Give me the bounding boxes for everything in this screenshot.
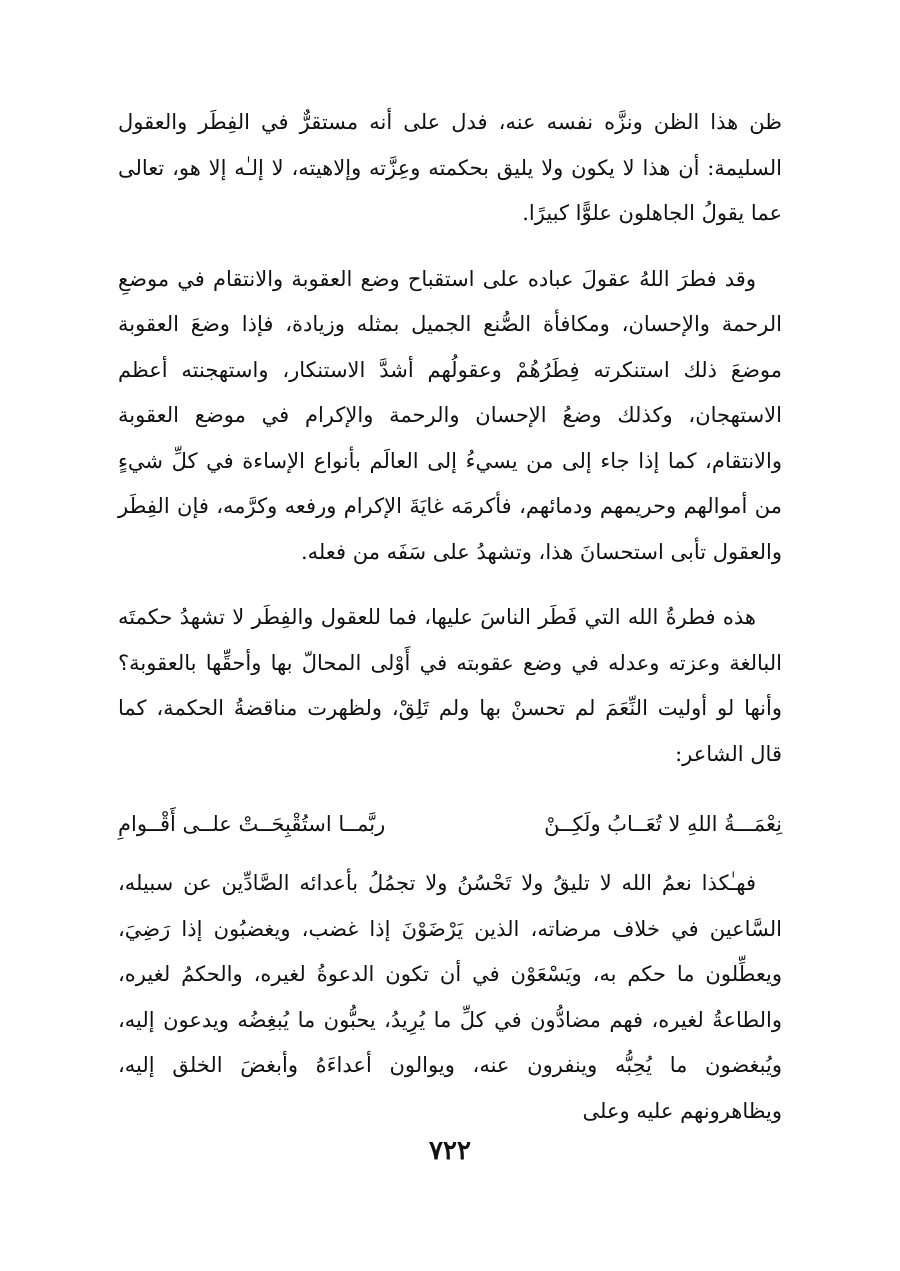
paragraph-4: فهـٰكذا نعمُ الله لا تليقُ ولا تَحْسُنُ ولا تجمُلُ بأعدائه الصَّادِّين عن سبيله، السَّاعين في خلاف مرضاته، الذين يَرْضَوْنَ إذا غضب، ويغضبُون إذا رَضِيَ، ويعطِّلون ما حكم به، ويَسْعَوْن في أن تكون الدعوةُ لغيره، والحكمُ لغيره، والطاعةُ لغيره، فهم مضادُّون في كلِّ ما يُرِيدُ، يحبُّون ما يُبغِضُه ويدعون إليه، ويُبغضون ما يُحِبُّه وينفرون عنه، ويوالون أعداءَهُ وأبغضَ الخلق إليه، ويظاهرونهم عليه وعلى <box>118 871 782 1123</box>
paragraph-3: هذه فطرةُ الله التي فَطَر الناسَ عليها، فما للعقول والفِطَر لا تشهدُ حكمتَه البالغة وعزته وعدله في وضع عقوبته في أَوْلى المحالّ بها وأحقِّها بالعقوبة؟ وأنها لو أوليت النِّعَمَ لم تحسنْ بها ولم تَلِقْ، ولظهرت مناقضةُ الحكمة، كما قال الشاعر: <box>118 605 782 766</box>
page-body <box>118 100 782 1134</box>
verse-second-hemistich: ربَّمــا استُقْبِحَــتْ علــى أَقْــوامِ <box>118 812 386 836</box>
verse-first-hemistich: نِعْمَـــةُ اللهِ لا تُعَــابُ ولَكِــنْ <box>544 812 782 836</box>
page-number: ٧٢٢ <box>429 1136 471 1166</box>
poetry-verse <box>118 801 782 847</box>
paragraph-2: وقد فطرَ اللهُ عقولَ عباده على استقباح وضع العقوبة والانتقام في موضعِ الرحمة والإحسان، ومكافأة الصُّنع الجميل بمثله وزيادة، فإذا وضعَ العقوبة موضعَ ذلك استنكرته فِطَرُهُمْ وعقولُهم أشدَّ الاستنكار، واستهجنته أعظم الاستهجان، وكذلك وضعُ الإحسان والرحمة والإكرام في موضع العقوبة والانتقام، كما إذا جاء إلى من يسيءُ إلى العالَم بأنواع الإساءة في كلِّ شيءٍ من أموالهم وحريمهم ودمائهم، فأكرمَه غايَةَ الإكرام ورفعه وكرَّمه، فإن الفِطَر والعقول تأبى استحسانَ هذا، وتشهدُ على سَفَه من فعله. <box>118 266 782 564</box>
paragraph-1: ظن هذا الظن ونزَّه نفسه عنه، فدل على أنه مستقرٌّ في الفِطَر والعقول السليمة: أن هذا لا يكون ولا يليق بحكمته وعِزَّته وإلاهيته، لا إلـٰه إلا هو، تعالى عما يقولُ الجاهلون علوًّا كبيرًا. <box>118 110 782 225</box>
